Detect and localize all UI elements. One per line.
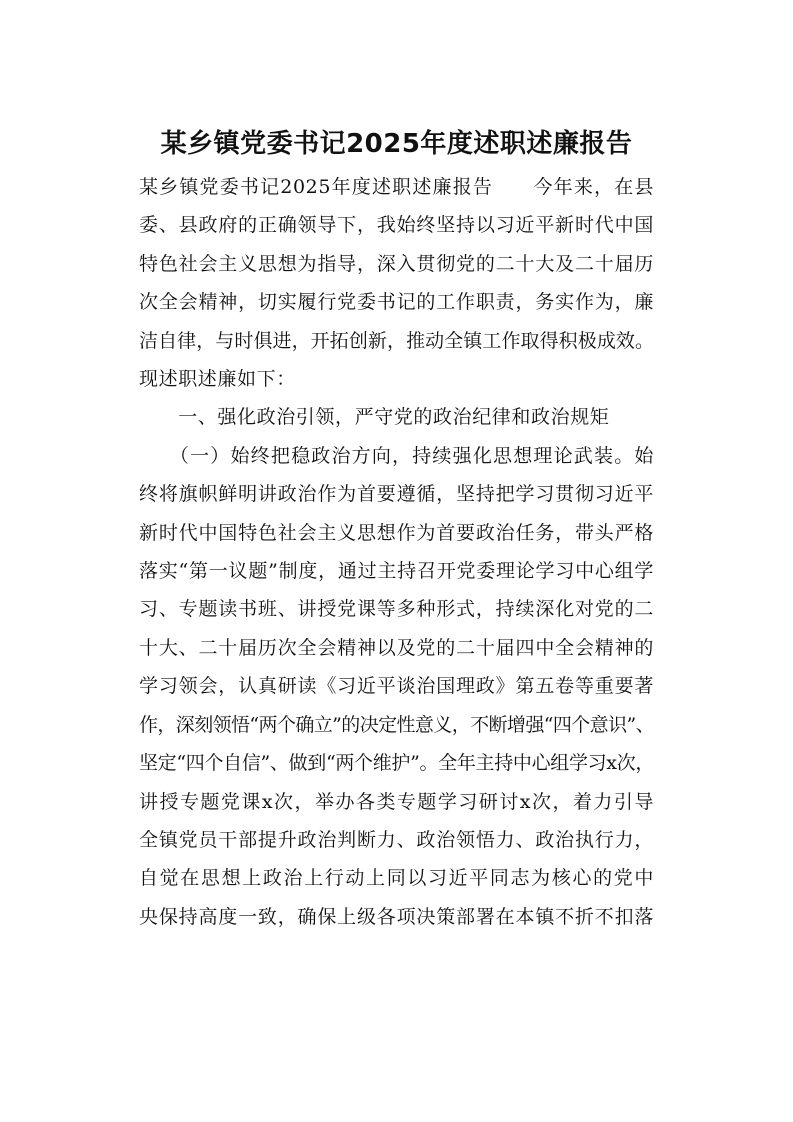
text-line: 某乡镇党委书记2025年度述职述廉报告 今年来，在县 — [139, 176, 654, 198]
text-line: 讲授专题党课x次，举办各类专题学习研讨x次，着力引导 — [139, 790, 654, 813]
text-line: 十大、二十届历次全会精神以及党的二十届四中全会精神的 — [139, 636, 654, 659]
text-line: 现述职述廉如下： — [139, 368, 296, 391]
text-line: 全镇党员干部提升政治判断力、政治领悟力、政治执行力， — [139, 828, 654, 851]
text-line: 特色社会主义思想为指导，深入贯彻党的二十大及二十届历 — [139, 252, 654, 275]
text-line: 学习领会，认真研读《习近平谈治国理政》第五卷等重要著 — [139, 675, 654, 698]
text-line: 作，深刻领悟“两个确立”的决定性意义，不断增强“四个意识”、 — [139, 713, 654, 736]
text-line: 央保持高度一致，确保上级各项决策部署在本镇不折不扣落 — [139, 905, 654, 928]
document-body — [139, 168, 654, 936]
text-line: 习、专题读书班、讲授党课等多种形式，持续深化对党的二 — [139, 598, 654, 621]
text-line: 新时代中国特色社会主义思想作为首要政治任务，带头严格 — [139, 521, 654, 544]
text-line: 落实“第一议题”制度，通过主持召开党委理论学习中心组学 — [139, 560, 654, 583]
text-line: （一）始终把稳政治方向，持续强化思想理论武装。始 — [139, 444, 654, 467]
text-line: 次全会精神，切实履行党委书记的工作职责，务实作为，廉 — [139, 291, 654, 314]
text-line: 坚定“四个自信”、做到“两个维护”。全年主持中心组学习x次， — [139, 752, 654, 775]
text-line: 自觉在思想上政治上行动上同以习近平同志为核心的党中 — [139, 867, 654, 890]
text-line: 终将旗帜鲜明讲政治作为首要遵循，坚持把学习贯彻习近平 — [139, 483, 654, 506]
text-line: 委、县政府的正确领导下，我始终坚持以习近平新时代中国 — [139, 214, 654, 237]
section-heading: 一、强化政治引领，严守党的政治纪律和政治规矩 — [139, 406, 610, 429]
text-line: 洁自律，与时俱进，开拓创新，推动全镇工作取得积极成效。 — [139, 329, 654, 352]
document-title: 某乡镇党委书记2025年度述职述廉报告 — [160, 129, 633, 159]
